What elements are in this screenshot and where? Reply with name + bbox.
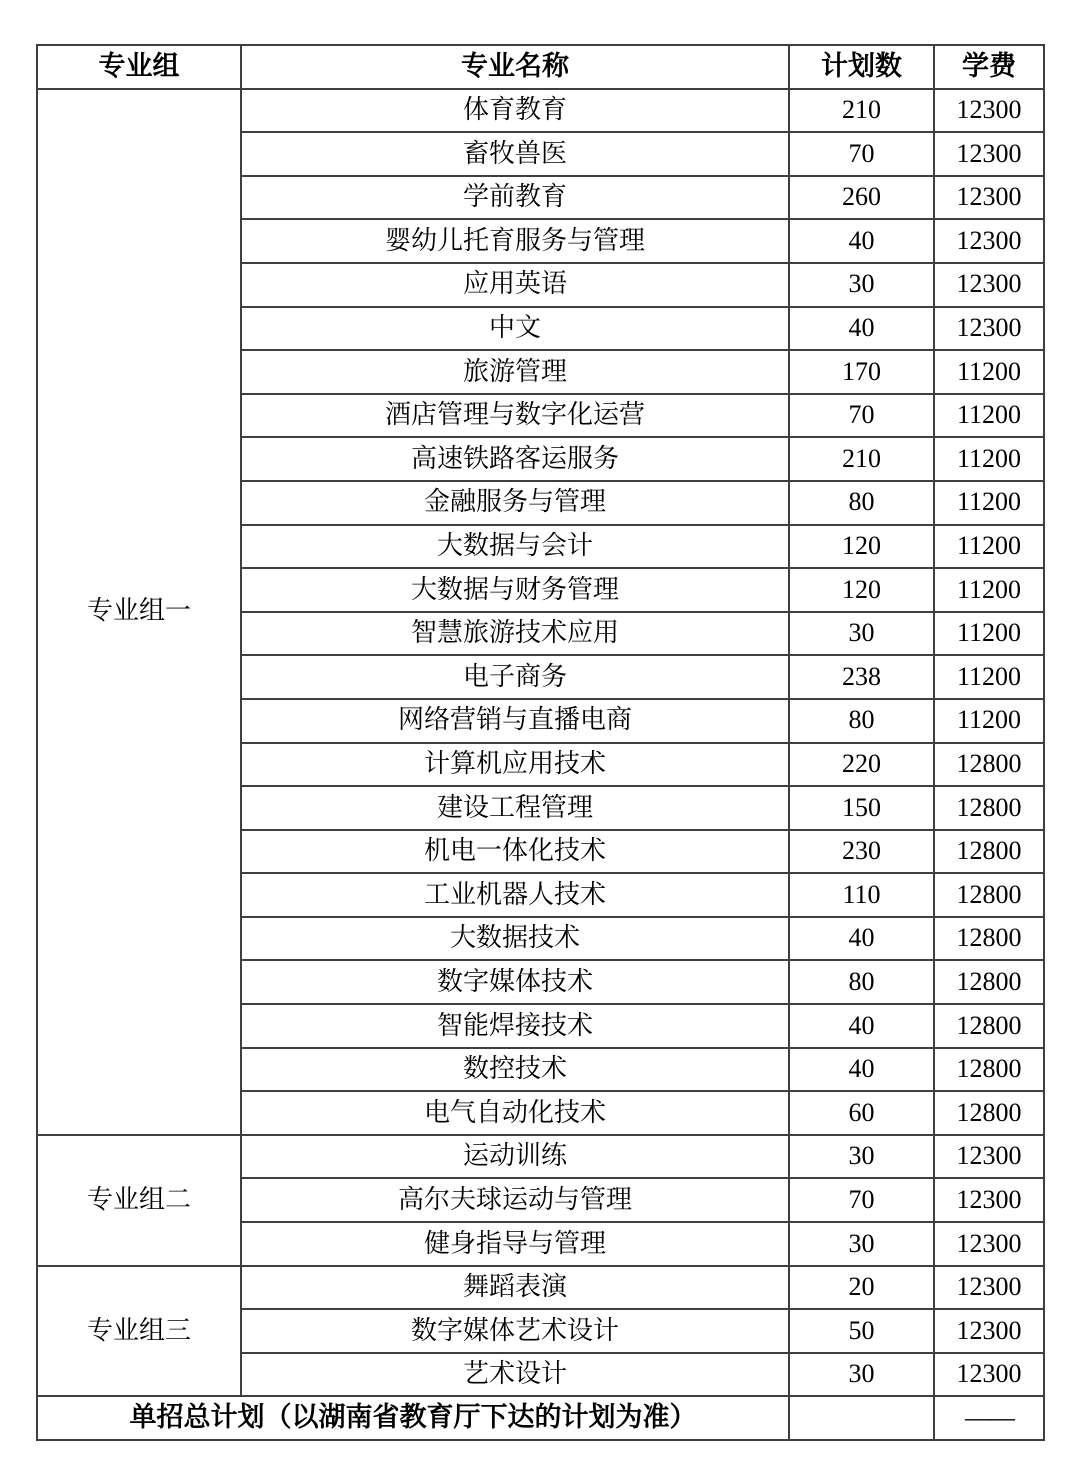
plan-cell: 70 [789,394,934,438]
tuition-cell: 12800 [934,960,1044,1004]
plan-cell: 210 [789,89,934,133]
major-cell: 体育教育 [241,89,789,133]
tuition-cell: 12800 [934,1091,1044,1135]
table-body [37,89,1044,1440]
plan-cell: 30 [789,1353,934,1397]
header-major-group: 专业组 [37,45,241,89]
major-cell: 中文 [241,307,789,351]
plan-cell: 170 [789,350,934,394]
tuition-cell: 12800 [934,743,1044,787]
major-cell: 高尔夫球运动与管理 [241,1178,789,1222]
major-cell: 学前教育 [241,176,789,220]
major-cell: 舞蹈表演 [241,1266,789,1310]
major-cell: 旅游管理 [241,350,789,394]
tuition-cell: 12800 [934,786,1044,830]
header-plan-count: 计划数 [789,45,934,89]
major-cell: 网络营销与直播电商 [241,699,789,743]
major-cell: 健身指导与管理 [241,1222,789,1266]
tuition-cell: 11200 [934,394,1044,438]
tuition-cell: 11200 [934,699,1044,743]
plan-cell: 30 [789,263,934,307]
plan-cell: 220 [789,743,934,787]
plan-cell: 50 [789,1309,934,1353]
tuition-cell: 12800 [934,830,1044,874]
tuition-cell: 11200 [934,481,1044,525]
plan-cell: 120 [789,525,934,569]
plan-cell: 30 [789,1135,934,1179]
plan-cell: 70 [789,1178,934,1222]
group-cell: 专业组二 [37,1135,241,1266]
tuition-cell: 11200 [934,350,1044,394]
tuition-cell: 12300 [934,219,1044,263]
major-cell: 应用英语 [241,263,789,307]
group-cell: 专业组一 [37,89,241,1135]
major-cell: 婴幼儿托育服务与管理 [241,219,789,263]
major-cell: 高速铁路客运服务 [241,437,789,481]
plan-cell: 70 [789,132,934,176]
tuition-cell: 11200 [934,568,1044,612]
tuition-cell: 12300 [934,307,1044,351]
tuition-cell: 12800 [934,873,1044,917]
plan-cell: 80 [789,960,934,1004]
tuition-cell: 12300 [934,89,1044,133]
major-cell: 金融服务与管理 [241,481,789,525]
plan-cell: 80 [789,699,934,743]
tuition-cell: 11200 [934,655,1044,699]
tuition-cell: 12300 [934,132,1044,176]
table-row [37,1135,1044,1179]
major-cell: 建设工程管理 [241,786,789,830]
plan-cell: 110 [789,873,934,917]
tuition-cell: 12300 [934,1222,1044,1266]
major-cell: 酒店管理与数字化运营 [241,394,789,438]
tuition-cell: 11200 [934,612,1044,656]
plan-cell: 40 [789,917,934,961]
major-cell: 艺术设计 [241,1353,789,1397]
plan-cell: 40 [789,1048,934,1092]
major-cell: 数控技术 [241,1048,789,1092]
major-cell: 大数据与会计 [241,525,789,569]
header-row [37,45,1044,89]
major-cell: 运动训练 [241,1135,789,1179]
major-cell: 智能焊接技术 [241,1004,789,1048]
tuition-cell: 12300 [934,263,1044,307]
tuition-cell: 12800 [934,1048,1044,1092]
plan-cell: 60 [789,1091,934,1135]
tuition-cell: 12300 [934,1178,1044,1222]
tuition-cell: 12300 [934,1353,1044,1397]
tuition-cell: 12300 [934,1266,1044,1310]
plan-cell: 20 [789,1266,934,1310]
plan-cell: 30 [789,1222,934,1266]
group-cell: 专业组三 [37,1266,241,1397]
footer-total-label: 单招总计划（以湖南省教育厅下达的计划为准） [37,1396,789,1440]
table-row [37,1266,1044,1310]
plan-cell: 30 [789,612,934,656]
footer-plan-cell [789,1396,934,1440]
major-cell: 数字媒体技术 [241,960,789,1004]
major-cell: 工业机器人技术 [241,873,789,917]
major-cell: 计算机应用技术 [241,743,789,787]
header-major-name: 专业名称 [241,45,789,89]
tuition-cell: 12300 [934,1309,1044,1353]
plan-cell: 150 [789,786,934,830]
tuition-cell: 12300 [934,176,1044,220]
plan-cell: 120 [789,568,934,612]
major-cell: 电子商务 [241,655,789,699]
plan-cell: 40 [789,307,934,351]
plan-cell: 40 [789,219,934,263]
tuition-cell: 12800 [934,917,1044,961]
major-cell: 大数据与财务管理 [241,568,789,612]
tuition-cell: 11200 [934,525,1044,569]
table-row [37,89,1044,133]
plan-cell: 80 [789,481,934,525]
tuition-cell: 12800 [934,1004,1044,1048]
plan-cell: 40 [789,1004,934,1048]
major-cell: 电气自动化技术 [241,1091,789,1135]
table-header [37,45,1044,89]
major-cell: 大数据技术 [241,917,789,961]
footer-row [37,1396,1044,1440]
major-cell: 机电一体化技术 [241,830,789,874]
major-cell: 数字媒体艺术设计 [241,1309,789,1353]
plan-cell: 260 [789,176,934,220]
enrollment-plan-table [36,44,1045,1441]
plan-cell: 210 [789,437,934,481]
tuition-cell: 11200 [934,437,1044,481]
plan-cell: 238 [789,655,934,699]
footer-tuition-dash: —— [934,1396,1044,1440]
major-cell: 畜牧兽医 [241,132,789,176]
header-tuition: 学费 [934,45,1044,89]
tuition-cell: 12300 [934,1135,1044,1179]
plan-cell: 230 [789,830,934,874]
major-cell: 智慧旅游技术应用 [241,612,789,656]
